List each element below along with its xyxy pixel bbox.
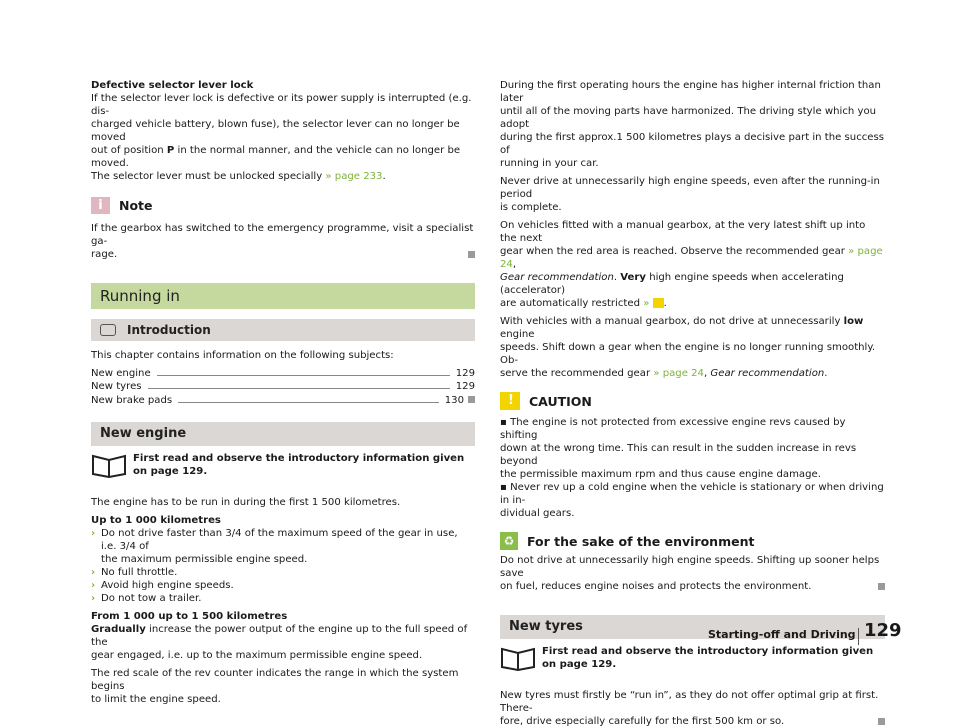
bullet-item: › No full throttle. (91, 567, 178, 578)
note-title: Note (119, 198, 153, 213)
footer-divider (858, 628, 859, 645)
bullet-item: › Avoid high engine speeds. (91, 580, 234, 591)
tyres-section-title: New tyres (500, 615, 885, 639)
defect-title: Defective selector lever lock (91, 80, 254, 91)
toc-row[interactable]: New tyres 129 (91, 381, 475, 392)
text-line: Never drive at unnecessarily high engine speeds, even after the running-in period (500, 176, 880, 200)
end-marker-icon (468, 396, 475, 403)
note-header (91, 197, 475, 214)
chevron-right-icon: › (91, 580, 96, 591)
intro-text: This chapter contains information on the following subjects: (91, 350, 394, 361)
read-first-line: First read and observe the introductory information given on page 129. (500, 645, 885, 671)
text-line: are automatically restricted » . (500, 298, 667, 309)
tyres-line: fore, drive especially carefully for the first 500 km or so. (500, 715, 885, 728)
text-line: With vehicles with a manual gearbox, do not drive at unnecessarily low engine (500, 316, 864, 340)
text-line: speeds. Shift down a gear when the engine is no longer running smoothly. Ob- (500, 342, 876, 366)
defect-line: The selector lever must be unlocked specially » page 233. (91, 171, 386, 182)
intro-header: Introduction (91, 319, 475, 341)
environment-header (500, 532, 885, 550)
toc-row[interactable]: New engine 129 (91, 368, 475, 379)
text-line: running in your car. (500, 158, 599, 169)
book-icon (91, 452, 127, 478)
toc-list (91, 367, 475, 406)
tyres-line: New tyres must firstly be “run in”, as they do not offer optimal grip at first. There- (500, 690, 879, 714)
up-to-title: Up to 1 000 kilometres (91, 515, 221, 526)
text-line: Gear recommendation. Very high engine speeds when accelerating (accelerator) (500, 272, 844, 296)
page-footer (708, 628, 864, 641)
chevron-right-icon: › (91, 567, 96, 578)
chevron-right-icon: › (91, 528, 96, 539)
text-line: until all of the moving parts have harmonized. The driving style which you adopt (500, 106, 877, 130)
end-marker-icon (878, 583, 885, 590)
info-icon: i (91, 197, 110, 214)
red-scale-line: The red scale of the rev counter indicates the range in which the system begins (91, 668, 459, 692)
toc-row[interactable]: New brake pads 130 (91, 393, 475, 406)
bullet-item: › Do not drive faster than 3/4 of the maximum speed of the gear in use, i.e. 3/4 of (91, 528, 458, 552)
environment-title: For the sake of the environment (527, 533, 755, 549)
caution-line: ▪ The engine is not protected from excessive engine revs caused by shifting (500, 417, 846, 441)
caution-line: dividual gears. (500, 508, 575, 519)
bullet-item: the maximum permissible engine speed. (101, 554, 308, 565)
engine-text: The engine has to be run in during the first 1 500 kilometres. (91, 497, 401, 508)
note-line: rage. (91, 248, 475, 261)
caution-line: ▪ Never rev up a cold engine when the vehicle is stationary or when driving in in- (500, 482, 884, 506)
bullet-item: › Do not tow a trailer. (91, 593, 202, 604)
page-link[interactable]: » page 233 (325, 171, 383, 182)
environment-line: on fuel, reduces engine noises and protects the environment. (500, 580, 885, 593)
defect-line: out of position P in the normal manner, and the vehicle can no longer be moved. (91, 145, 461, 169)
page-link[interactable]: » page 24 (500, 246, 883, 270)
gradually-line: Gradually increase the power output of the engine up to the full speed of the (91, 624, 468, 648)
caution-header (500, 392, 885, 410)
gradually-line: gear engaged, i.e. up to the maximum permissible engine speed. (91, 650, 423, 661)
page-number: 129 (864, 620, 902, 641)
text-line: gear when the red area is reached. Observe the recommended gear » page 24, (500, 246, 883, 270)
caution-icon (653, 298, 664, 308)
warning-icon: ! (500, 392, 520, 410)
book-icon (500, 645, 536, 671)
text-line: serve the recommended gear » page 24, Gear recommendation. (500, 368, 828, 379)
read-first-line: First read and observe the introductory information given on page 129. (91, 452, 475, 478)
left-column (91, 79, 475, 706)
text-line: On vehicles fitted with a manual gearbox, at the very latest shift up into the next (500, 220, 866, 244)
chevron-right-icon: › (91, 593, 96, 604)
caution-line: down at the wrong time. This can result in the sudden increase in revs beyond (500, 443, 857, 467)
defect-line: If the selector lever lock is defective or its power supply is interrupted (e.g. dis- (91, 93, 472, 117)
text-line: is complete. (500, 202, 562, 213)
red-scale-line: to limit the engine speed. (91, 694, 221, 705)
page-link[interactable]: » page 24 (653, 368, 704, 379)
from-title: From 1 000 up to 1 500 kilometres (91, 611, 288, 622)
footer-chapter: Starting-off and Driving (708, 628, 856, 641)
end-marker-icon (468, 251, 475, 258)
text-line: During the first operating hours the engine has higher internal friction than later (500, 80, 881, 104)
defect-line: charged vehicle battery, blown fuse), the selector lever can no longer be moved (91, 119, 460, 143)
text-line: during the first approx.1 500 kilometres plays a decisive part in the success of (500, 132, 885, 156)
caution-title: CAUTION (529, 393, 592, 409)
note-line: If the gearbox has switched to the emergency programme, visit a specialist ga- (91, 223, 474, 247)
engine-section-title: New engine (91, 422, 475, 446)
recycle-icon: ♻ (500, 532, 518, 550)
environment-line: Do not drive at unnecessarily high engine speeds. Shifting up sooner helps save (500, 555, 880, 579)
section-title: Running in (91, 283, 475, 309)
caution-line: the permissible maximum rpm and thus cause engine damage. (500, 469, 821, 480)
intro-icon (100, 324, 116, 336)
end-marker-icon (878, 718, 885, 725)
